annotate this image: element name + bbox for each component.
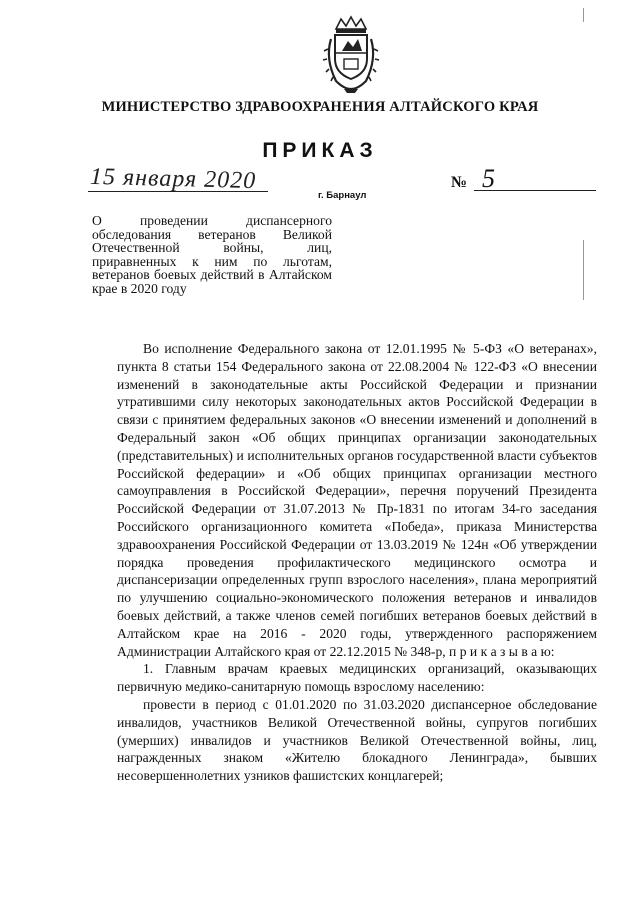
scan-margin-mark [583, 240, 584, 300]
document-date: 15 января 2020 [89, 163, 257, 195]
scan-margin-mark [583, 8, 584, 22]
ministry-name: МИНИСТЕРСТВО ЗДРАВООХРАНЕНИЯ АЛТАЙСКОГО КРАЯ [101, 99, 539, 115]
date-underline [88, 191, 268, 192]
number-underline [474, 190, 596, 191]
item-1-paragraph: 1. Главным врачам краевых медицинских организаций, оказывающих первичную медико-санитарную помощь взрослому населению: [117, 661, 597, 695]
document-number: 5 [482, 164, 495, 193]
order-subject: О проведении диспансерного обследования ветеранов Великой Отечественной войны, лиц, приравненных к ним по льготам, ветеранов боевых действий в Алтайском крае в 2020 году [92, 213, 332, 296]
document-title: ПРИКАЗ [262, 139, 378, 162]
preamble-paragraph: Во исполнение Федерального закона от 12.01.1995 № 5-ФЗ «О ветеранах», пункта 8 статьи 154 Федерального закона от 22.08.2004 № 122-ФЗ «О внесении изменений в законодательные акты Российской Федерации и признании утратившими силу некоторых законодательных актов Российской Федерации в связи с принятием федеральных законов «О внесении изменений и дополнений в Федеральный закон «Об общих принципах организации законодательных (представительных) и исполнительных органов государственной власти субъектов Российской федерации» и «Об общих принципах организации местного самоуправления в Российской Федерации», перечня поручений Президента Российской Федерации от 31.07.2013 № Пр-1831 по итогам 34-го заседания Российского организационного комитета «Победа», приказа Министерства здравоохранения Российской Федерации от 13.03.2019 № 124н «Об утверждении порядка проведения профилактического медицинского осмотра и диспансеризации определенных групп взрослого населения», плана мероприятий по улучшению социально-экономического положения ветеранов и инвалидов боевых действий, а также членов семей погибших ветеранов боевых действий в Алтайском крае на 2016 - 2020 годы, утвержденного распоряжением Администрации Алтайского края от 22.12.2015 № 348-р, п р и к а з ы в а ю: [117, 341, 597, 659]
number-label: № [451, 174, 468, 191]
item-1a-paragraph: провести в период с 01.01.2020 по 31.03.2020 диспансерное обследование инвалидов, участников Великой Отечественной войны, супругов погибших (умерших) инвалидов и участников Великой Отечественной войны, лиц, награжденных знаком «Жителю блокадного Ленинграда», бывших несовершеннолетних узников фашистских концлагерей; [117, 696, 597, 784]
coat-of-arms-icon [322, 15, 380, 95]
document-city: г. Барнаул [318, 190, 367, 201]
order-body [117, 340, 597, 785]
